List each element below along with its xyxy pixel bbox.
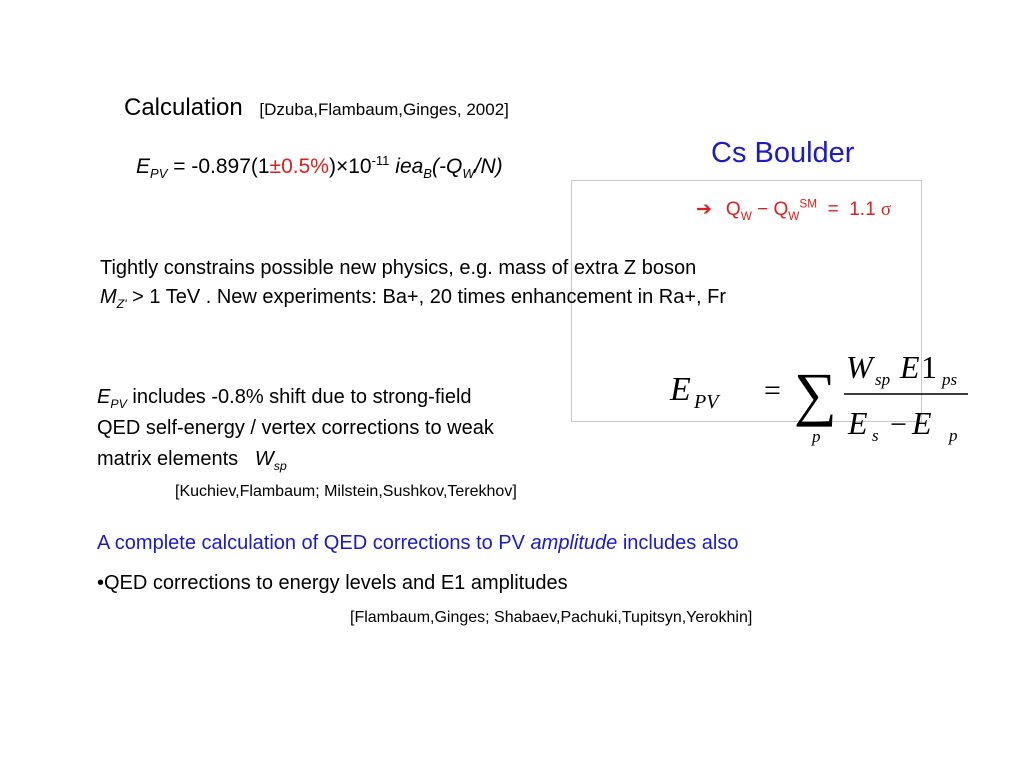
- formula-lhs-subscript: PV: [694, 391, 719, 413]
- calculation-reference: [Dzuba,Flambaum,Ginges, 2002]: [259, 100, 509, 119]
- epv-exponent: -11: [371, 153, 390, 168]
- tightly-constrains-line2: [100, 286, 726, 309]
- epv-qw-close: /N): [474, 155, 503, 178]
- formula-num-one: 1: [921, 349, 937, 385]
- qed-epv-symbol: E: [97, 386, 111, 408]
- epv-close-paren: ): [328, 155, 336, 178]
- formula-sum-symbol: ∑: [794, 361, 837, 427]
- formula-den-s: s: [872, 426, 879, 445]
- epv-equals: =: [167, 155, 192, 178]
- epv-qw-open: (-Q: [431, 155, 463, 178]
- qw-subscript: W: [740, 209, 752, 223]
- epv-iea: iea: [389, 155, 424, 178]
- complete-post: includes also: [617, 532, 739, 554]
- qw-symbol: Q: [725, 199, 741, 220]
- epv-times-ten: ×10: [335, 155, 372, 178]
- qed-line1-text: includes -0.8% shift due to strong-field: [126, 386, 472, 408]
- bullet-reference: [Flambaum,Ginges; Shabaev,Pachuki,Tupitsyn,Yerokhin]: [350, 609, 753, 626]
- qed-reference: [Kuchiev,Flambaum; Milstein,Sushkov,Terekhov]: [175, 483, 517, 500]
- wsp-subscript: sp: [273, 459, 287, 473]
- formula-lhs-e: E: [670, 371, 691, 408]
- qed-shift-line3: [97, 448, 287, 471]
- calculation-label: Calculation: [124, 94, 243, 121]
- qed-epv-subscript: PV: [110, 397, 127, 411]
- epv-plusminus: ±: [269, 155, 282, 178]
- tightly-constrains-line1: Tightly constrains possible new physics, e.g. mass of extra Z boson: [100, 257, 697, 279]
- complete-calculation-line: [97, 532, 738, 555]
- qw-sm-subscript: W: [788, 209, 800, 223]
- formula-sum-subscript: p: [812, 427, 821, 446]
- greater-than: >: [126, 286, 150, 308]
- formula-den-ep: E: [912, 405, 932, 441]
- qed-line3-text: matrix elements: [97, 448, 255, 470]
- formula-den-es: E: [848, 405, 868, 441]
- qw-equals-value: = 1.1: [817, 199, 881, 220]
- qed-shift-line2: QED self-energy / vertex corrections to weak: [97, 417, 494, 439]
- mass-symbol: M: [100, 286, 117, 308]
- epv-qw-subscript: W: [462, 166, 475, 182]
- epv-symbol: E: [136, 155, 151, 178]
- formula-num-ps: ps: [942, 370, 958, 389]
- formula-num-w: W: [846, 349, 873, 385]
- epv-coefficient: -0.897(1: [191, 155, 270, 178]
- cs-boulder-title: Cs Boulder: [711, 137, 855, 169]
- qed-shift-line1: [97, 386, 472, 409]
- qw-result-line: [696, 198, 891, 221]
- formula-den-minus: −: [890, 408, 907, 441]
- calculation-heading: [124, 94, 509, 122]
- mass-subscript: Z': [116, 297, 127, 311]
- epv-uncertainty: 0.5%: [281, 155, 329, 178]
- qw-sm-superscript: SM: [799, 197, 818, 211]
- epv-sum-formula: [666, 342, 976, 452]
- formula-num-sp: sp: [875, 370, 891, 389]
- tightly-rest: 1 TeV . New experiments: Ba+, 20 times enhancement in Ra+, Fr: [149, 286, 726, 308]
- epv-iea-subscript: B: [423, 166, 432, 182]
- wsp-symbol: W: [254, 448, 274, 470]
- qw-minus: − Q: [751, 199, 789, 220]
- complete-amplitude: amplitude: [530, 532, 618, 554]
- epv-formula-line: [136, 153, 503, 182]
- epv-subscript: PV: [150, 166, 168, 182]
- formula-equals: =: [764, 374, 781, 407]
- arrow-right-icon: ➔: [696, 199, 712, 220]
- formula-den-p: p: [949, 426, 958, 445]
- qed-bullet-item: •QED corrections to energy levels and E1 amplitudes: [97, 572, 568, 594]
- formula-num-e: E: [900, 349, 920, 385]
- sigma-symbol: σ: [880, 199, 892, 220]
- complete-pre: A complete calculation of QED corrections to PV: [97, 532, 531, 554]
